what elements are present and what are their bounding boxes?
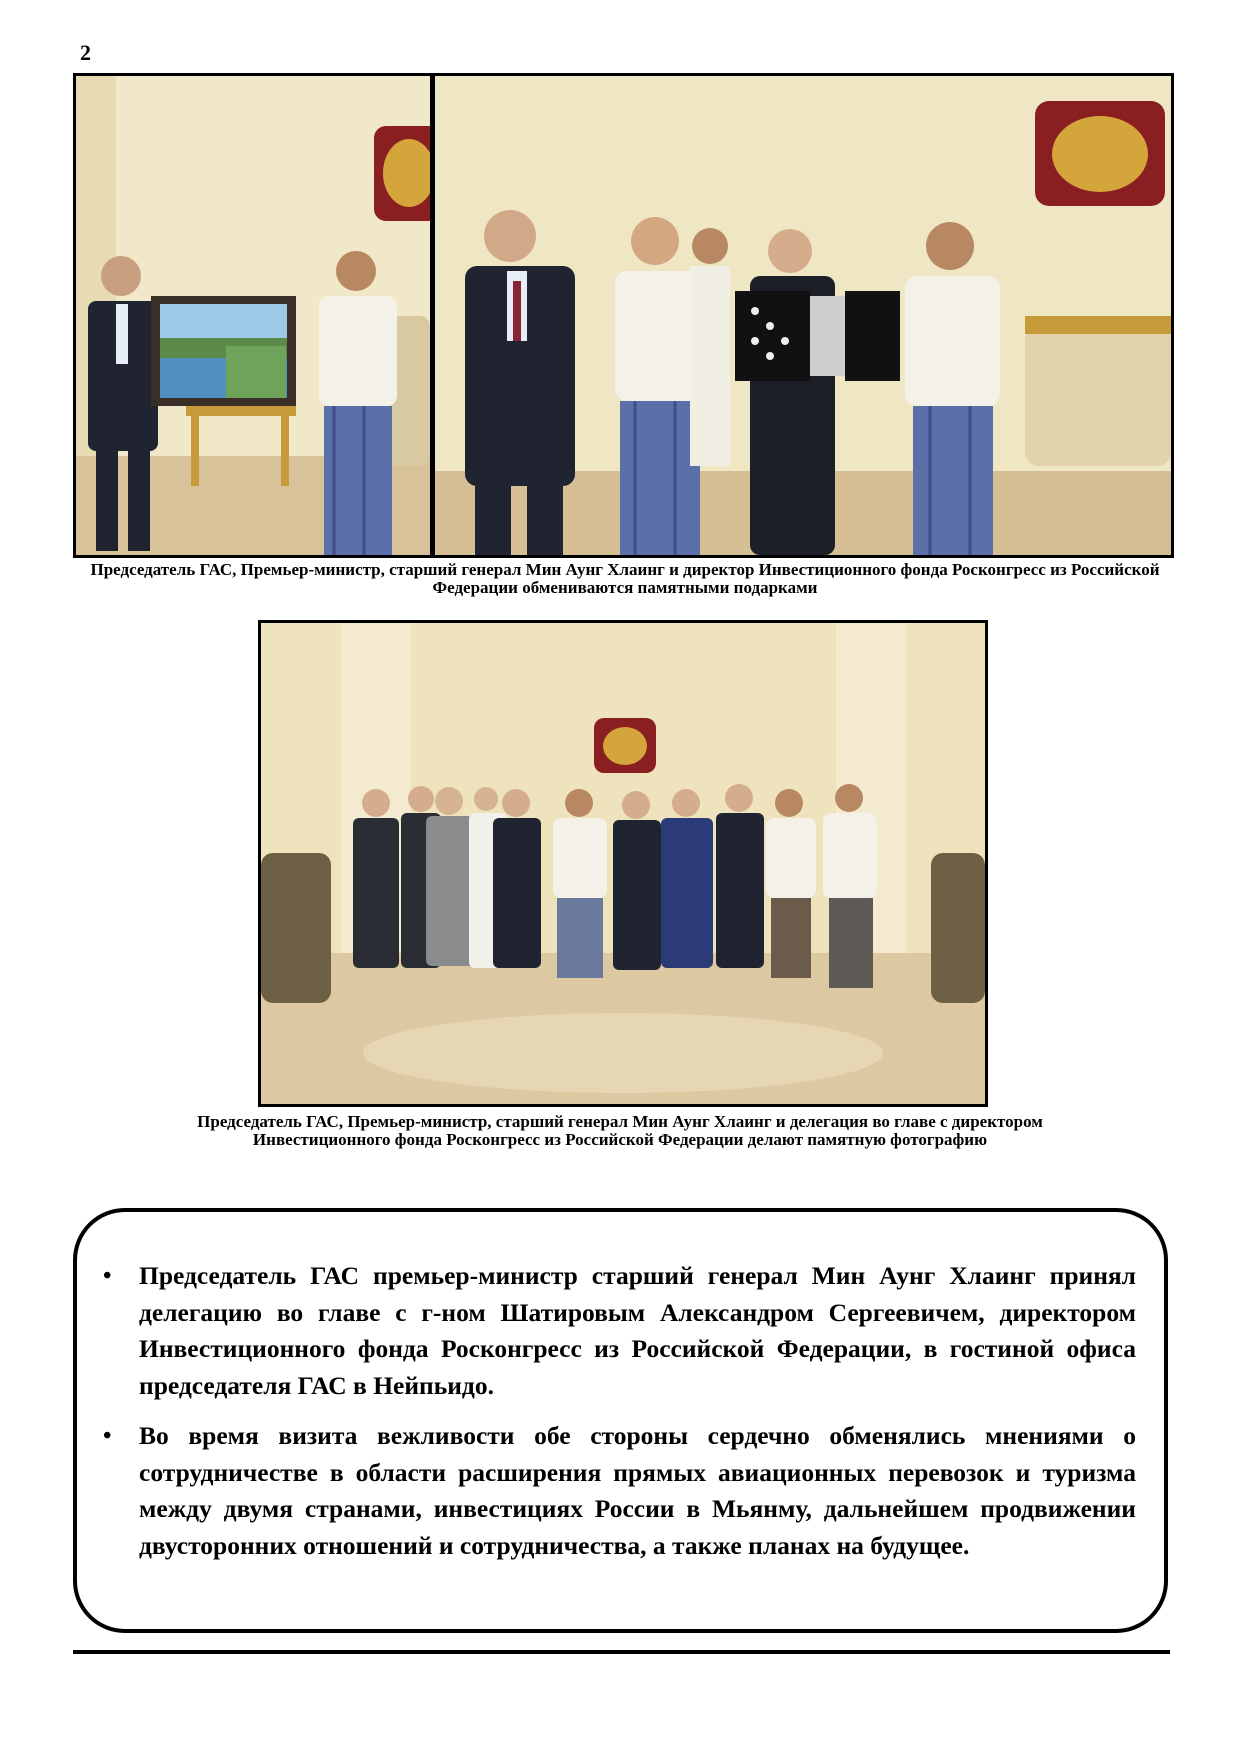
summary-item-meeting: • Председатель ГАС премьер-министр старший генерал Мин Аунг Хлаинг принял делегацию во главе с г-ном Шатировым Александром Сергеевичем, директором Инвестиционного фонда Росконгресс из Российской Федерации, в гостиной офиса председателя ГАС в Нейпьидо. [139,1258,1136,1404]
state-emblem-icon [1035,101,1165,206]
photo-group [258,620,988,1107]
photo-gift-accordion [432,73,1174,558]
summary-box [73,1208,1168,1633]
state-emblem-icon [374,126,430,221]
photo-caption-gifts: Председатель ГАС, Премьер-министр, старший генерал Мин Аунг Хлаинг и директор Инвестиционного фонда Росконгресс из Российской Федерации обмениваются памятными подарками [90,560,1160,597]
summary-list [77,1212,1164,1564]
photo-gift-painting-image [76,76,430,555]
photo-gift-accordion-image [435,76,1171,555]
photo-caption-group: Председатель ГАС, Премьер-министр, старший генерал Мин Аунг Хлаинг и делегация во главе с директором Инвестиционного фонда Росконгресс из Российской Федерации делают памятную фотографию [197,1112,1043,1149]
state-emblem-icon [594,718,656,773]
accordion-icon [735,291,900,381]
photo-group-image [261,623,985,1104]
page-number: 2 [80,40,91,65]
photo-gift-painting [73,73,433,558]
summary-item-discussion: • Во время визита вежливости обе стороны сердечно обменялись мнениями о сотрудничестве в области расширения прямых авиационных перевозок и туризма между двумя странами, инвестициях России в Мьянму, дальнейшем продвижении двусторонних отношений и сотрудничества, а также планах на будущее. [139,1418,1136,1564]
bottom-rule [73,1650,1170,1654]
